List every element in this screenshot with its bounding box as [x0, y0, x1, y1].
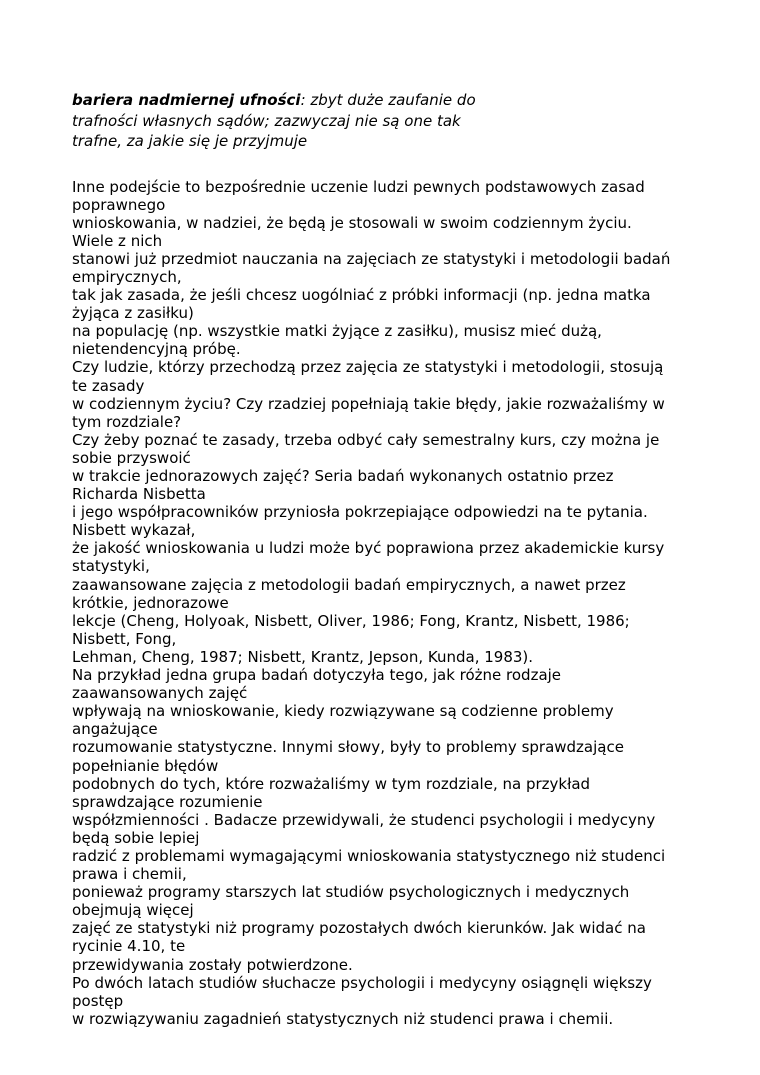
body-line: w rozwiązywaniu zagadnień statystycznych niż studenci prawa i chemii.	[72, 1009, 614, 1028]
body-line: współzmienności . Badacze przewidywali, że studenci psychologii i medycyny	[72, 810, 656, 829]
body-line: że jakość wnioskowania u ludzi może być poprawiona przez akademickie kursy	[72, 539, 665, 558]
body-line: statystyki,	[72, 557, 150, 576]
body-line: tak jak zasada, że jeśli chcesz uogólniać z próbki informacji (np. jedna matka	[72, 286, 651, 305]
body-line: te zasady	[72, 376, 145, 395]
body-line: zaawansowane zajęcia z metodologii badań empirycznych, a nawet przez	[72, 575, 626, 594]
body-line: Na przykład jedna grupa badań dotyczyła tego, jak różne rodzaje	[72, 666, 562, 685]
body-line: popełnianie błędów	[72, 756, 219, 775]
body-line: angażujące	[72, 720, 158, 739]
body-line: sobie przyswoić	[72, 448, 191, 467]
body-line: będą sobie lepiej	[72, 828, 200, 847]
body-line: empirycznych,	[72, 267, 182, 286]
definition-line: trafne, za jakie się je przyjmuje	[72, 132, 308, 150]
body-line: obejmują więcej	[72, 901, 194, 920]
body-line: ponieważ programy starszych lat studiów psychologicznych i medycznych	[72, 883, 630, 902]
body-line: zaawansowanych zajęć	[72, 684, 248, 703]
body-line: krótkie, jednorazowe	[72, 593, 229, 612]
body-line: radzić z problemami wymagającymi wnioskowania statystycznego niż studenci	[72, 846, 666, 865]
body-line: postęp	[72, 991, 124, 1010]
definition-box	[72, 90, 712, 152]
body-line: podobnych do tych, które rozważaliśmy w tym rozdziale, na przykład	[72, 774, 591, 793]
body-line: wpływają na wnioskowanie, kiedy rozwiązywane są codzienne problemy	[72, 702, 614, 721]
body-line: prawa i chemii,	[72, 865, 187, 884]
body-line: Czy ludzie, którzy przechodzą przez zajęcia ze statystyki i metodologii, stosują	[72, 358, 664, 377]
body-line: poprawnego	[72, 195, 166, 214]
body-line: zajęć ze statystyki niż programy pozostałych dwóch kierunków. Jak widać na	[72, 919, 646, 938]
document-page	[72, 90, 712, 1028]
body-line: stanowi już przedmiot nauczania na zajęciach ze statystyki i metodologii badań	[72, 249, 671, 268]
body-line: Nisbett, Fong,	[72, 629, 177, 648]
body-line: i jego współpracowników przyniosła pokrzepiające odpowiedzi na te pytania.	[72, 503, 648, 522]
body-line: na populację (np. wszystkie matki żyjące z zasiłku), musisz mieć dużą,	[72, 322, 602, 341]
definition-line: trafności własnych sądów; zazwyczaj nie są one tak	[72, 111, 461, 130]
body-line: Czy żeby poznać te zasady, trzeba odbyć cały semestralny kurs, czy można je	[72, 430, 660, 449]
body-line: Inne podejście to bezpośrednie uczenie ludzi pewnych podstawowych zasad	[72, 177, 645, 196]
body-line: w codziennym życiu? Czy rzadziej popełniają takie błędy, jakie rozważaliśmy w	[72, 394, 665, 413]
body-line: tym rozdziale?	[72, 412, 182, 431]
body-paragraphs	[72, 178, 712, 1028]
body-line: przewidywania zostały potwierdzone.	[72, 955, 353, 974]
body-line: lekcje (Cheng, Holyoak, Nisbett, Oliver, 1986; Fong, Krantz, Nisbett, 1986;	[72, 611, 630, 630]
body-line: rycinie 4.10, te	[72, 937, 186, 956]
body-line: wnioskowania, w nadziei, że będą je stosowali w swoim codziennym życiu.	[72, 213, 632, 232]
body-line: rozumowanie statystyczne. Innymi słowy, były to problemy sprawdzające	[72, 738, 624, 757]
body-line: w trakcie jednorazowych zajęć? Seria badań wykonanych ostatnio przez	[72, 467, 614, 485]
body-line: żyjąca z zasiłku)	[72, 304, 194, 323]
body-line: nietendencyjną próbę.	[72, 340, 241, 359]
body-line: Lehman, Cheng, 1987; Nisbett, Krantz, Jepson, Kunda, 1983).	[72, 647, 534, 666]
body-line: Richarda Nisbetta	[72, 485, 206, 504]
body-line: Wiele z nich	[72, 231, 163, 250]
definition-line	[72, 90, 712, 111]
body-line: Po dwóch latach studiów słuchacze psychologii i medycyny osiągnęli większy	[72, 973, 652, 992]
body-line: Nisbett wykazał,	[72, 521, 196, 540]
body-line: sprawdzające rozumienie	[72, 792, 263, 811]
definition-term: bariera nadmiernej ufności	[72, 91, 301, 109]
definition-text: : zbyt duże zaufanie do	[300, 91, 476, 109]
